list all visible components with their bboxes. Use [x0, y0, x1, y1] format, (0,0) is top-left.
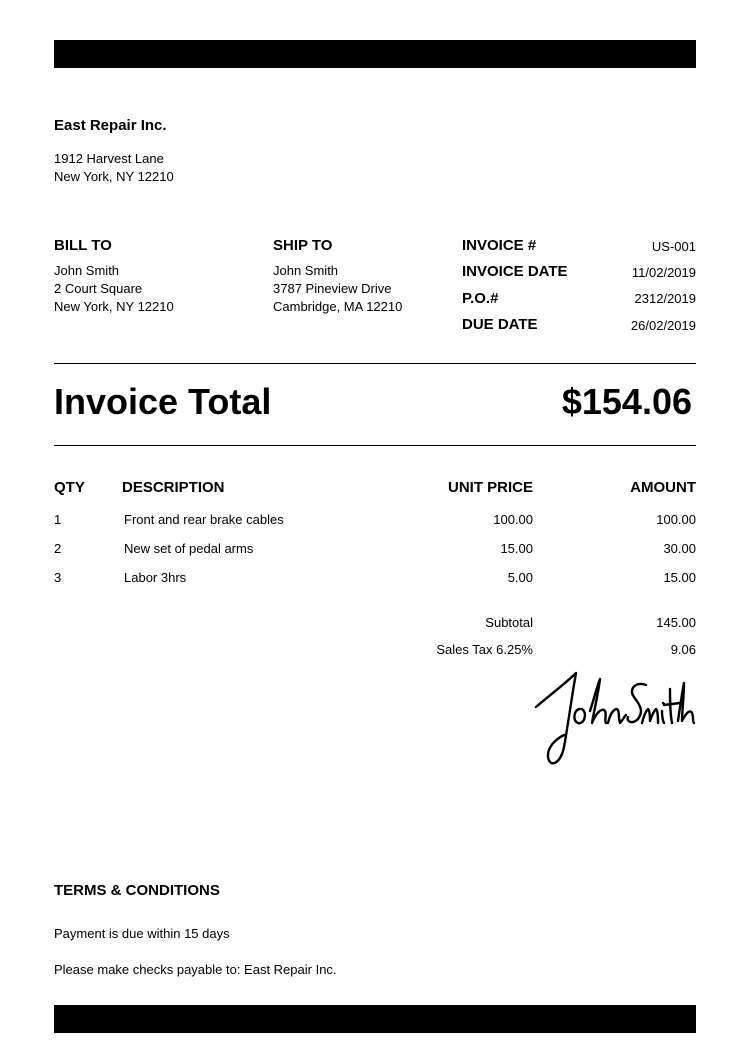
col-header-unit-price: UNIT PRICE [447, 479, 533, 496]
divider-bottom [54, 445, 696, 446]
row-unit-price: 5.00 [507, 570, 533, 585]
bill-to-line1: 2 Court Square [54, 281, 143, 296]
row-qty: 2 [54, 541, 62, 556]
company-name: East Repair Inc. [54, 117, 167, 134]
terms-line1: Payment is due within 15 days [54, 926, 230, 941]
ship-to-name: John Smith [273, 263, 339, 278]
po-number-label: P.O.# [462, 290, 499, 307]
bottom-bar [54, 1005, 696, 1033]
subtotal-label: Subtotal [485, 615, 533, 630]
terms-line2: Please make checks payable to: East Repair Inc. [54, 962, 337, 977]
due-date-value: 26/02/2019 [630, 318, 696, 333]
sales-tax-value: 9.06 [670, 642, 696, 657]
subtotal-value: 145.00 [656, 615, 696, 630]
invoice-number-value: US-001 [651, 239, 696, 254]
ship-to-heading: SHIP TO [273, 237, 333, 254]
row-qty: 3 [54, 570, 62, 585]
col-header-description: DESCRIPTION [122, 479, 225, 496]
bill-to-line2: New York, NY 12210 [54, 299, 174, 314]
terms-heading: TERMS & CONDITIONS [54, 882, 220, 899]
bill-to-name: John Smith [54, 263, 120, 278]
invoice-total-value: $154.06 [561, 381, 692, 422]
invoice-total-label: Invoice Total [54, 381, 272, 422]
po-number-value: 2312/2019 [634, 291, 696, 306]
due-date-label: DUE DATE [462, 316, 538, 333]
sales-tax-label: Sales Tax 6.25% [436, 642, 533, 657]
row-qty: 1 [54, 512, 62, 527]
row-unit-price: 15.00 [500, 541, 533, 556]
company-address-line2: New York, NY 12210 [54, 169, 174, 184]
invoice-date-value: 11/02/2019 [631, 265, 696, 280]
invoice-number-label: INVOICE # [462, 237, 537, 254]
divider-top [54, 363, 696, 364]
row-description: New set of pedal arms [124, 541, 254, 556]
col-header-qty: QTY [54, 479, 85, 496]
row-amount: 100.00 [656, 512, 696, 527]
col-header-amount: AMOUNT [630, 479, 696, 496]
row-amount: 15.00 [663, 570, 696, 585]
invoice-date-label: INVOICE DATE [462, 263, 568, 280]
bill-to-heading: BILL TO [54, 237, 112, 254]
ship-to-line1: 3787 Pineview Drive [273, 281, 392, 296]
top-bar [54, 40, 696, 68]
row-amount: 30.00 [663, 541, 696, 556]
ship-to-line2: Cambridge, MA 12210 [273, 299, 403, 314]
row-description: Labor 3hrs [124, 570, 187, 585]
company-address-line1: 1912 Harvest Lane [54, 151, 164, 166]
signature [528, 665, 698, 770]
row-description: Front and rear brake cables [124, 512, 284, 527]
row-unit-price: 100.00 [493, 512, 533, 527]
